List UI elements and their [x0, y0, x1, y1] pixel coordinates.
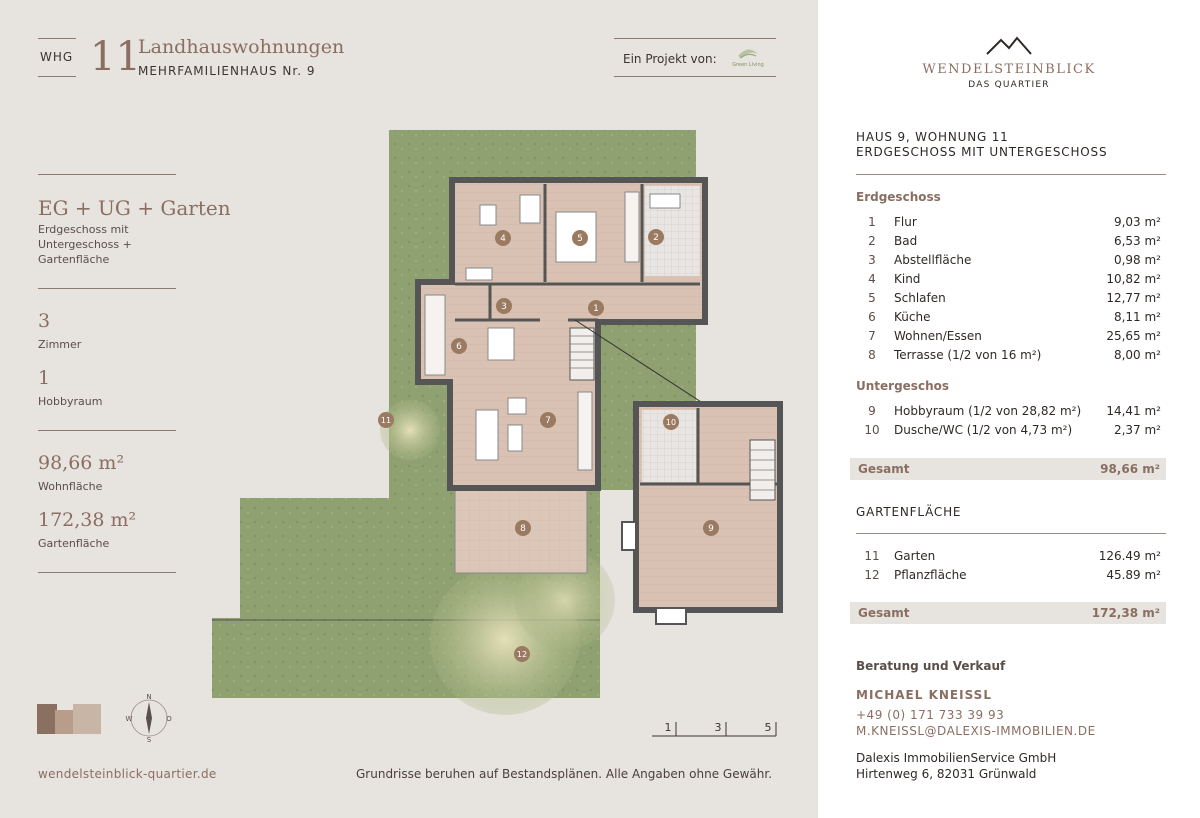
- brand-name: WENDELSTEINBLICK: [922, 62, 1096, 77]
- room-area: 14,41 m²: [1106, 404, 1161, 418]
- room-number: 7: [868, 329, 876, 343]
- compass-s: S: [146, 736, 152, 744]
- room-area: 25,65 m²: [1106, 329, 1161, 343]
- partner-logo-text: Green Living: [732, 62, 764, 68]
- floors-desc-1: Erdgeschoss mit: [38, 223, 129, 236]
- page-title: Landhauswohnungen: [138, 36, 345, 58]
- room-label-1: [588, 300, 604, 316]
- company-name: Dalexis ImmobilienService GmbH: [856, 751, 1057, 765]
- living-label: Wohnfläche: [38, 480, 103, 493]
- room-number: 1: [868, 215, 876, 229]
- contact-email[interactable]: M.KNEISSL@DALEXIS-IMMOBILIEN.DE: [856, 724, 1096, 738]
- room-name: Dusche/WC (1/2 von 4,73 m²): [894, 423, 1073, 437]
- room-name: Flur: [894, 215, 917, 229]
- room-label-6-text: 6: [456, 342, 462, 352]
- room-row: [856, 404, 1161, 422]
- info-panel: [818, 0, 1200, 818]
- room-label-1-text: 1: [593, 304, 599, 314]
- room-label-10-text: 10: [665, 418, 677, 427]
- compass-o: O: [166, 715, 172, 723]
- total-value: 172,38 m²: [1091, 606, 1160, 620]
- room-row: [856, 215, 1161, 233]
- room-name: Kind: [894, 272, 921, 286]
- room-row: [856, 291, 1161, 309]
- room-area: 45.89 m²: [1106, 568, 1161, 582]
- room-area: 8,00 m²: [1113, 348, 1161, 362]
- room-row: [856, 272, 1161, 290]
- room-row: [856, 348, 1161, 366]
- erdgeschoss-heading: Erdgeschoss: [856, 190, 941, 204]
- untergeschoss-heading: Untergeschos: [856, 379, 949, 393]
- room-name: Schlafen: [894, 291, 946, 305]
- room-label-4: [495, 230, 511, 246]
- room-area: 9,03 m²: [1113, 215, 1161, 229]
- contact-phone[interactable]: +49 (0) 171 733 39 93: [856, 708, 1005, 722]
- room-name: Wohnen/Essen: [894, 329, 982, 343]
- total-value: 98,66 m²: [1100, 462, 1160, 476]
- room-label-8: [515, 520, 531, 536]
- mountain-logo-icon: [985, 36, 1033, 56]
- room-label-9-text: 9: [708, 524, 714, 534]
- rooms-count: 3: [38, 310, 51, 332]
- whg-label: WHG: [40, 50, 74, 64]
- room-number: 11: [864, 549, 880, 563]
- scale-3: 3: [714, 721, 722, 734]
- scale-5: 5: [764, 721, 772, 734]
- contact-heading: Beratung und Verkauf: [856, 659, 1006, 673]
- room-label-2: [648, 229, 664, 245]
- unit-line-2: ERDGESCHOSS MIT UNTERGESCHOSS: [856, 145, 1108, 159]
- scale-1: 1: [664, 721, 672, 734]
- room-label-12: [514, 646, 530, 662]
- living-area: 98,66 m²: [38, 452, 125, 474]
- room-number: 6: [868, 310, 876, 324]
- hobby-label: Hobbyraum: [38, 395, 103, 408]
- garden-area: 172,38 m²: [38, 509, 137, 531]
- room-area: 6,53 m²: [1113, 234, 1161, 248]
- rooms-label: Zimmer: [38, 338, 82, 351]
- room-area: 0,98 m²: [1113, 253, 1161, 267]
- room-number: 3: [868, 253, 876, 267]
- project-label: Ein Projekt von:: [623, 52, 717, 66]
- room-label-3-text: 3: [501, 302, 507, 312]
- total-row-living: [850, 458, 1166, 480]
- floors-desc-2: Untergeschoss +: [38, 238, 132, 251]
- unit-line-1: HAUS 9, WOHNUNG 11: [856, 130, 1009, 144]
- room-name: Garten: [894, 549, 936, 563]
- room-row: [856, 568, 1161, 586]
- compass-icon: [126, 693, 173, 744]
- room-name: Bad: [894, 234, 918, 248]
- room-number: 2: [868, 234, 876, 248]
- room-label-7-text: 7: [545, 416, 551, 426]
- room-number: 12: [864, 568, 880, 582]
- room-label-11-text: 11: [380, 416, 392, 425]
- room-row: [856, 423, 1161, 441]
- room-label-6: [451, 338, 467, 354]
- disclaimer: Grundrisse beruhen auf Bestandsplänen. Alle Angaben ohne Gewähr.: [356, 767, 773, 781]
- total-row-garden: [850, 602, 1166, 624]
- room-label-7: [540, 412, 556, 428]
- room-number: 4: [868, 272, 876, 286]
- unit-number: 11: [90, 34, 141, 80]
- room-row: [856, 549, 1161, 567]
- room-label-5: [572, 230, 588, 246]
- room-label-4-text: 4: [500, 234, 506, 244]
- scale-bar: [652, 721, 776, 736]
- floors-desc-3: Gartenfläche: [38, 253, 110, 266]
- divider: [856, 533, 1166, 534]
- room-number: 5: [868, 291, 876, 305]
- room-name: Pflanzfläche: [894, 568, 967, 582]
- room-label-2-text: 2: [653, 233, 659, 243]
- room-area: 8,11 m²: [1113, 310, 1161, 324]
- hobby-count: 1: [38, 367, 51, 389]
- room-label-11: [378, 412, 394, 428]
- room-label-10: [663, 414, 679, 430]
- floors-title: EG + UG + Garten: [38, 196, 231, 220]
- room-area: 12,77 m²: [1106, 291, 1161, 305]
- garten-heading: GARTENFLÄCHE: [856, 505, 962, 519]
- room-label-5-text: 5: [577, 234, 583, 244]
- room-row: [856, 329, 1161, 347]
- room-label-9: [703, 520, 719, 536]
- room-row: [856, 310, 1161, 328]
- room-area: 126.49 m²: [1098, 549, 1161, 563]
- total-label: Gesamt: [858, 606, 910, 620]
- contact-name: MICHAEL KNEISSL: [856, 688, 992, 702]
- room-label-12-text: 12: [516, 650, 528, 659]
- room-label-8-text: 8: [520, 524, 526, 534]
- divider: [856, 174, 1166, 175]
- brand-sub: DAS QUARTIER: [968, 80, 1050, 90]
- room-area: 10,82 m²: [1106, 272, 1161, 286]
- tree-shape: [380, 400, 440, 460]
- page-subtitle: MEHRFAMILIENHAUS Nr. 9: [138, 64, 316, 78]
- website-link[interactable]: wendelsteinblick-quartier.de: [38, 767, 217, 781]
- room-name: Abstellfläche: [894, 253, 972, 267]
- compass-w: W: [125, 715, 133, 723]
- room-name: Terrasse (1/2 von 16 m²): [894, 348, 1042, 362]
- compass-n: N: [146, 693, 152, 701]
- building-key-icon: [37, 704, 101, 734]
- room-row: [856, 234, 1161, 252]
- room-name: Küche: [894, 310, 931, 324]
- room-row: [856, 253, 1161, 271]
- room-number: 8: [868, 348, 876, 362]
- total-label: Gesamt: [858, 462, 910, 476]
- company-address: Hirtenweg 6, 82031 Grünwald: [856, 767, 1037, 781]
- room-number: 10: [864, 423, 880, 437]
- room-area: 2,37 m²: [1113, 423, 1161, 437]
- room-name: Hobbyraum (1/2 von 28,82 m²): [894, 404, 1082, 418]
- room-label-3: [496, 298, 512, 314]
- garden-label: Gartenfläche: [38, 537, 110, 550]
- room-number: 9: [868, 404, 876, 418]
